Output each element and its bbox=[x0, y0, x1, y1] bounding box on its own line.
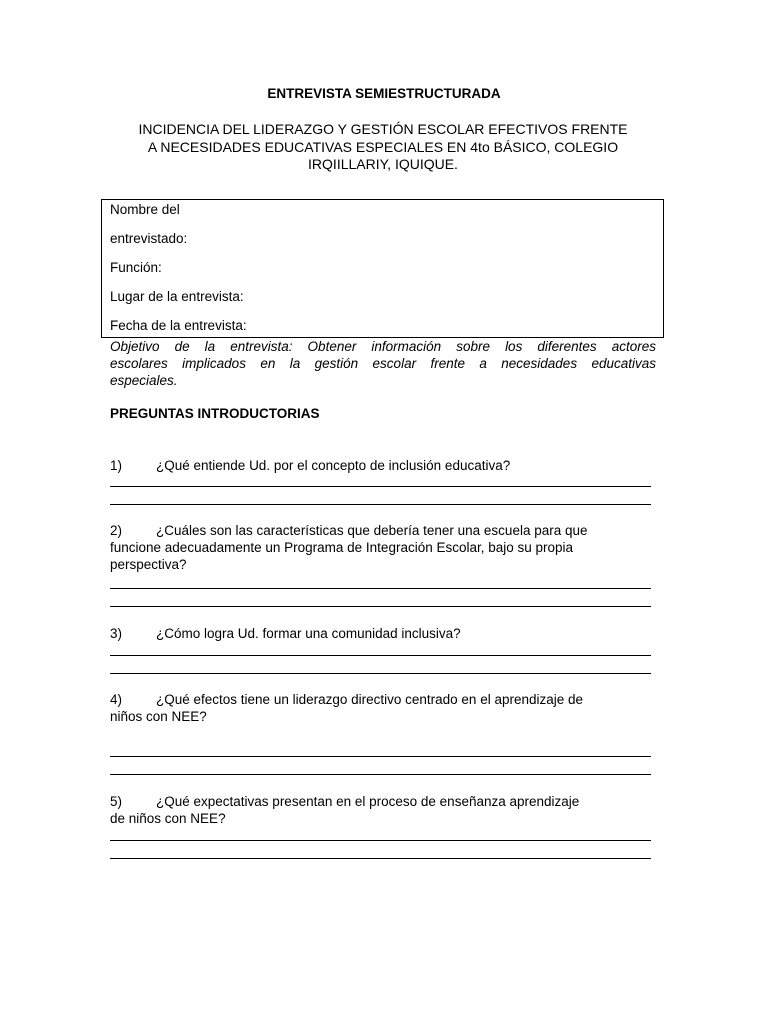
question-number: 3) bbox=[110, 626, 123, 641]
answer-line[interactable] bbox=[110, 606, 651, 607]
question-text: ¿Qué entiende Ud. por el concepto de inclusión educativa? bbox=[156, 458, 511, 473]
answer-line[interactable] bbox=[110, 774, 651, 775]
answer-line[interactable] bbox=[110, 673, 651, 674]
subtitle-line: INCIDENCIA DEL LIDERAZGO Y GESTIÓN ESCOLAR EFECTIVOS FRENTE bbox=[138, 121, 628, 137]
question-text: ¿Cómo logra Ud. formar una comunidad inclusiva? bbox=[156, 626, 461, 641]
question-1 bbox=[110, 457, 650, 474]
question-number: 5) bbox=[110, 794, 123, 809]
document-title: ENTREVISTA SEMIESTRUCTURADA bbox=[267, 86, 501, 101]
field-role-label: Función: bbox=[110, 260, 162, 275]
field-interviewee-label: entrevistado: bbox=[110, 231, 188, 246]
answer-line[interactable] bbox=[110, 756, 651, 757]
answer-line[interactable] bbox=[110, 486, 651, 487]
objective-line: Objetivo de la entrevista: Obtener información sobre los diferentes actores bbox=[110, 339, 656, 354]
answer-line[interactable] bbox=[110, 840, 651, 841]
question-4 bbox=[110, 691, 650, 725]
answer-line[interactable] bbox=[110, 588, 651, 589]
question-text: ¿Qué expectativas presentan en el proceso de enseñanza aprendizaje bbox=[156, 794, 580, 809]
question-number: 2) bbox=[110, 523, 123, 538]
question-text: ¿Cuáles son las características que debería tener una escuela para que bbox=[156, 523, 588, 538]
field-date-label: Fecha de la entrevista: bbox=[110, 318, 247, 333]
field-name-label: Nombre del bbox=[110, 202, 180, 217]
answer-line[interactable] bbox=[110, 504, 651, 505]
subtitle-line: A NECESIDADES EDUCATIVAS ESPECIALES EN 4to BÁSICO, COLEGIO bbox=[147, 138, 619, 155]
question-text: perspectiva? bbox=[110, 557, 187, 572]
question-text: de niños con NEE? bbox=[110, 811, 226, 826]
question-text: niños con NEE? bbox=[110, 709, 207, 724]
question-3 bbox=[110, 625, 650, 642]
question-text: ¿Qué efectos tiene un liderazgo directivo centrado en el aprendizaje de bbox=[156, 692, 584, 707]
answer-line[interactable] bbox=[110, 655, 651, 656]
objective-line: escolares implicados en la gestión escolar frente a necesidades educativas bbox=[110, 356, 656, 371]
question-number: 1) bbox=[110, 458, 123, 473]
answer-line[interactable] bbox=[110, 858, 651, 859]
section-heading: PREGUNTAS INTRODUCTORIAS bbox=[110, 406, 320, 421]
objective-line: especiales. bbox=[110, 373, 178, 388]
field-place-label: Lugar de la entrevista: bbox=[110, 289, 244, 304]
question-text: funcione adecuadamente un Programa de Integración Escolar, bajo su propia bbox=[110, 540, 574, 555]
document-subtitle bbox=[100, 121, 666, 174]
question-2 bbox=[110, 522, 650, 573]
subtitle-line: IRQIILLARIY, IQUIQUE. bbox=[308, 156, 458, 172]
question-number: 4) bbox=[110, 692, 123, 707]
interview-objective bbox=[110, 338, 656, 389]
question-5 bbox=[110, 793, 650, 827]
interviewee-info-box bbox=[101, 199, 664, 338]
